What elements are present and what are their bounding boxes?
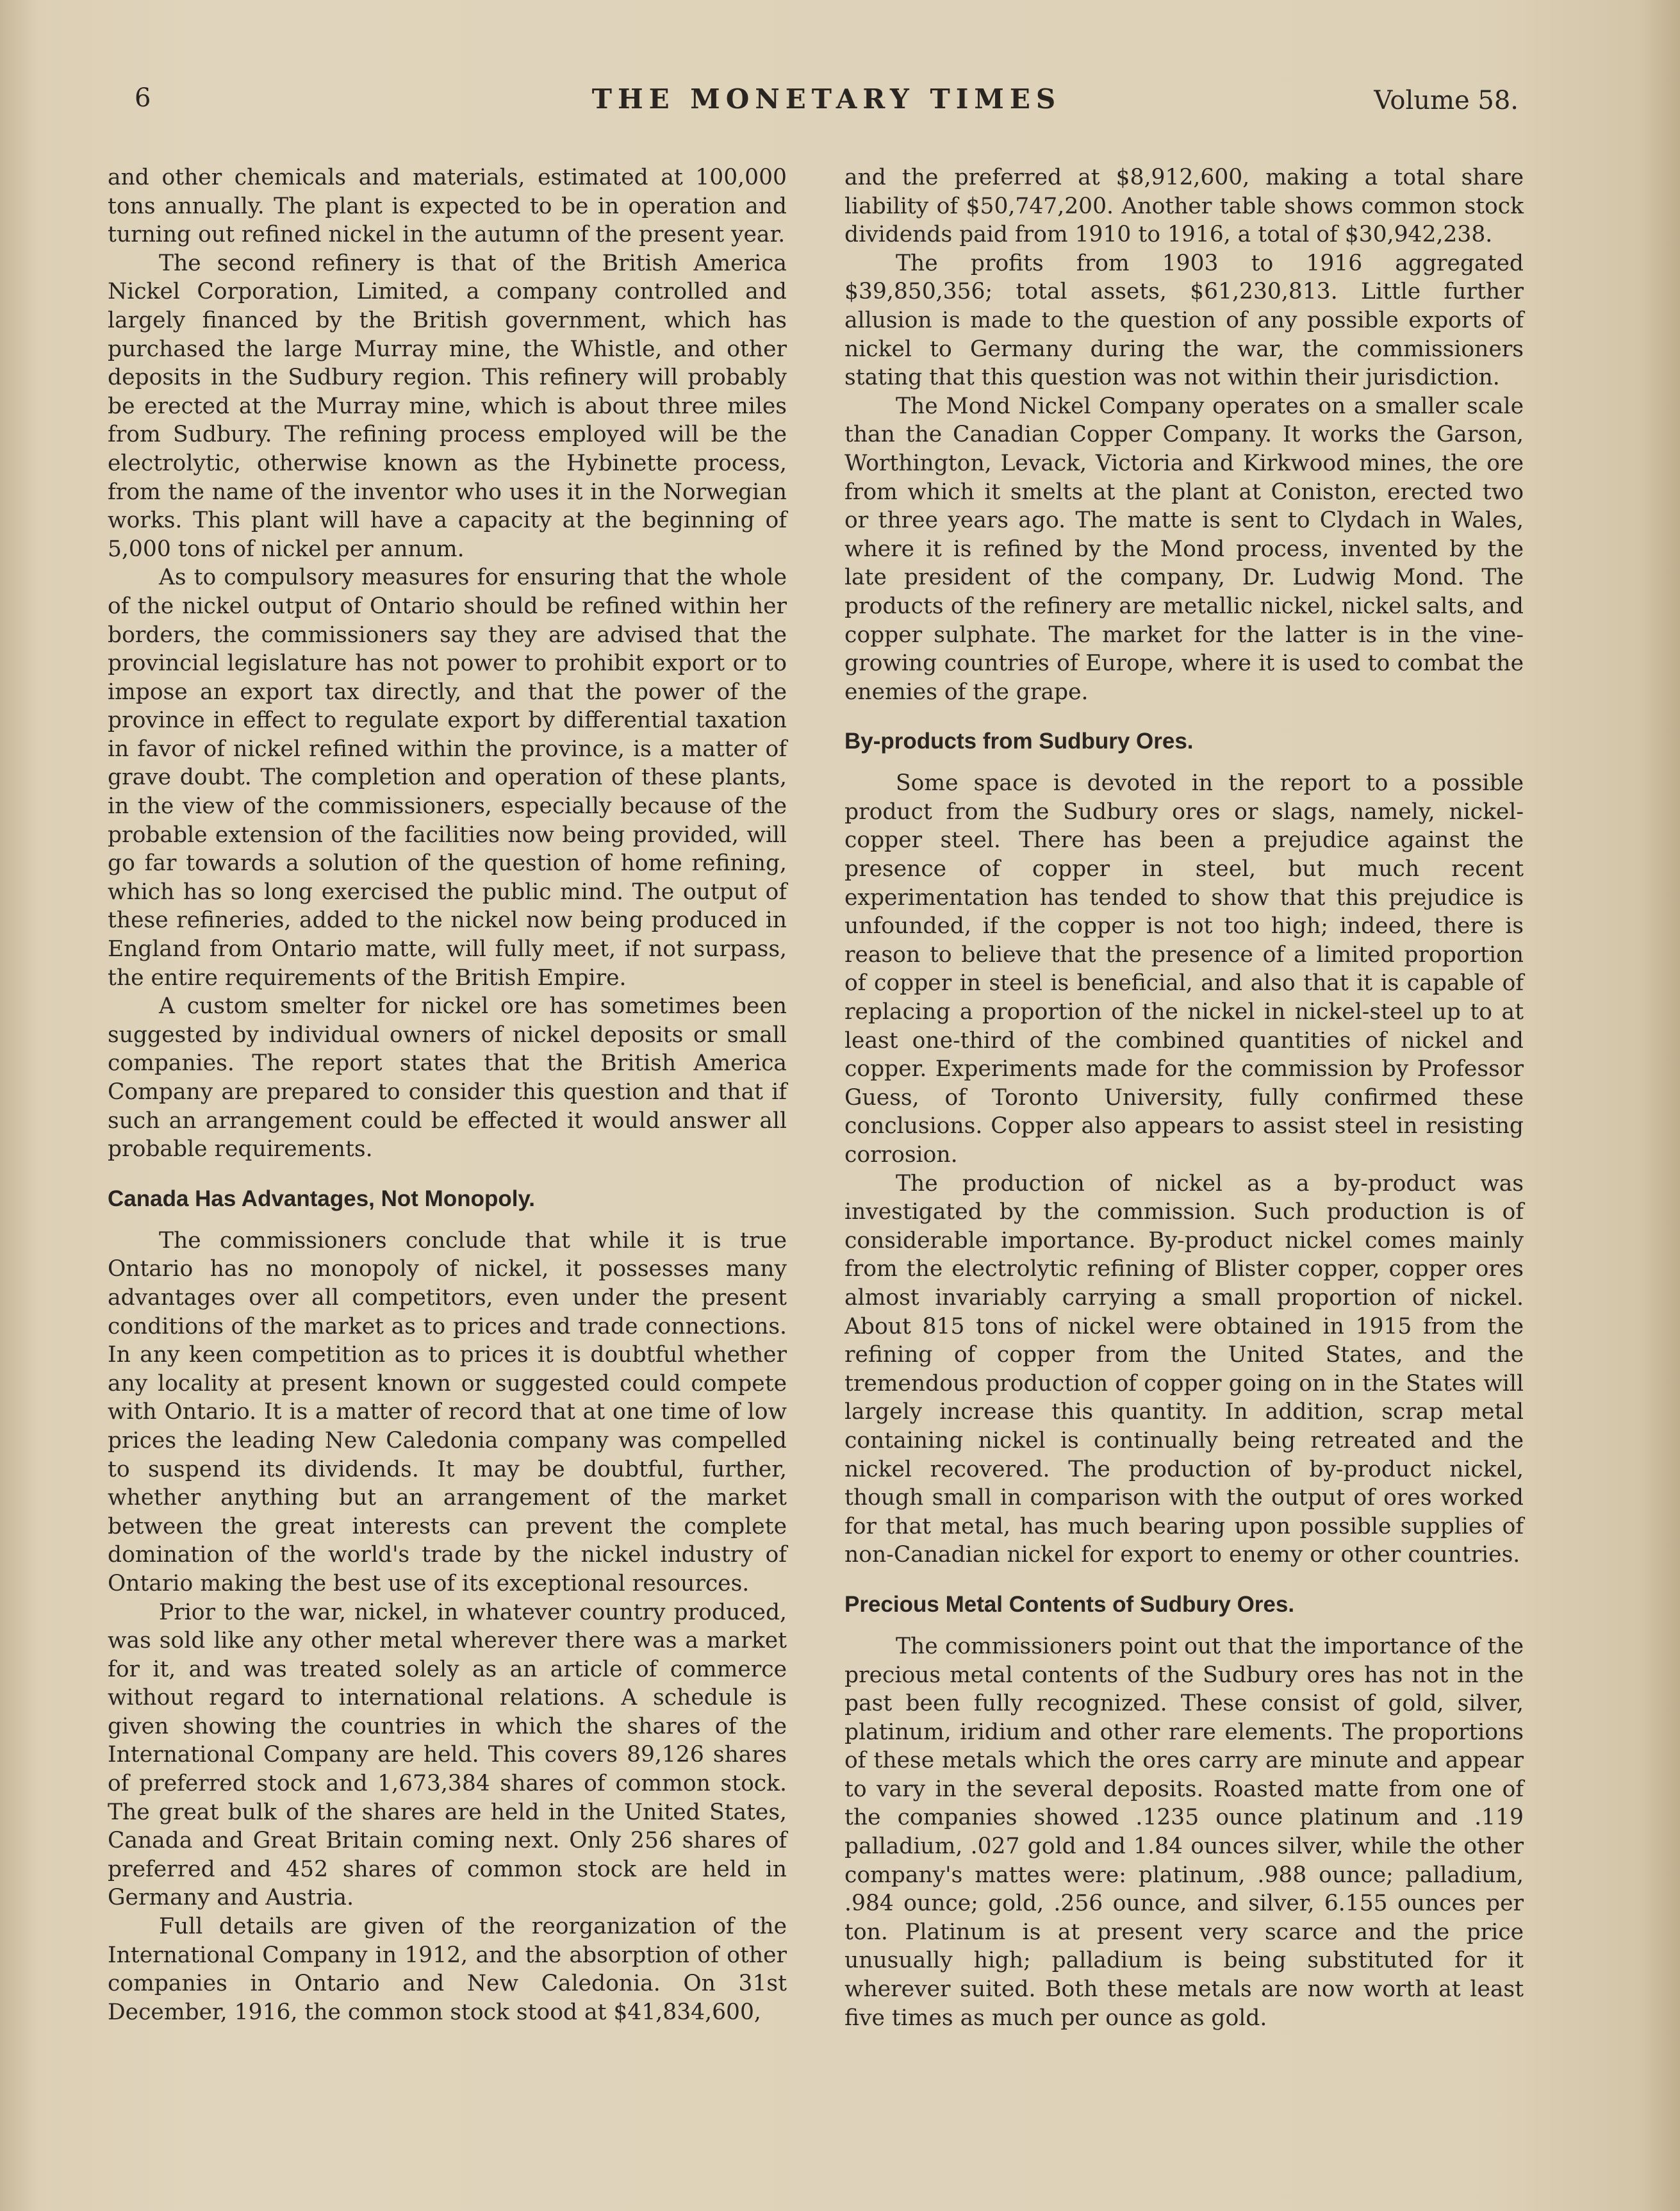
paragraph: and other chemicals and materials, estimated at 100,000 tons annually. The plant is expected to be in operation and turning out refined nickel in the autumn of the present year. (108, 165, 787, 248)
paragraph: The second refinery is that of the British America Nickel Corporation, Limited, a company controlled and largely financed by the British government, which has purchased the large Murray mine, the Whistle, and other deposits in the Sudbury region. This refinery will probably be erected at the Murray mine, which is about three miles from Sudbury. The refining process employed will be the electrolytic, otherwise known as the Hybinette process, from the name of the inventor who uses it in the Norwegian works. This plant will have a capacity at the beginning of 5,000 tons of nickel per annum. (108, 250, 787, 562)
volume-label: Volume 58. (1374, 86, 1519, 115)
paragraph: The commissioners point out that the importance of the precious metal contents of the Sudbury ores has not in the past been fully recognized. These consist of gold, silver, platinum, iridium and other rare elements. The proportions of these metals which the ores carry are minute and appear to vary in the several deposits. Roasted matte from one of the companies showed .1235 ounce platinum and .119 palladium, .027 gold and 1.84 ounces silver, while the other company's mattes were: platinum, .988 ounce; palladium, .984 ounce; gold, .256 ounce, and silver, 6.155 ounces per ton. Platinum is at present very scarce and the price unusually high; palladium is being substituted for it wherever suited. Both these metals are now worth at least five times as much per ounce as gold. (844, 1633, 1524, 2031)
paragraph: Some space is devoted in the report to a possible product from the Sudbury ores or slags, namely, nickel-copper steel. There has been a prejudice against the presence of copper in steel, but much recent experimentation has tended to show that this prejudice is unfounded, if the copper is not too high; indeed, there is reason to believe that the presence of a limited proportion of copper in steel is beneficial, and also that it is capable of replacing a proportion of the nickel in nickel-steel up to at least one-third of the combined quantities of nickel and copper. Experiments made for the commission by Professor Guess, of Toronto University, fully confirmed these conclusions. Copper also appears to assist steel in resisting corrosion. (844, 770, 1524, 1168)
paragraph: As to compulsory measures for ensuring that the whole of the nickel output of Ontario should be refined within her borders, the commissioners say they are advised that the provincial legislature has not power to prohibit export or to impose an export tax directly, and that the power of the province in effect to regulate export by differential taxation in favor of nickel refined within the province, is a matter of grave doubt. The completion and operation of these plants, in the view of the commissioners, especially because of the probable extension of the facilities now being provided, will go far towards a solution of the question of home refining, which has so long exercised the public mind. The output of these refineries, added to the nickel now being produced in England from Ontario matte, will fully meet, if not surpass, the entire requirements of the British Empire. (108, 565, 787, 991)
section-heading: Precious Metal Contents of Sudbury Ores. (844, 1591, 1295, 1617)
page-header (135, 83, 1519, 128)
paragraph: The commissioners conclude that while it is true Ontario has no monopoly of nickel, it possesses many advantages over all competitors, even under the present conditions of the market as to prices and trade connections. In any keen competition as to prices it is doubtful whether any locality at present known or suggested could compete with Ontario. It is a matter of record that at one time of low prices the leading New Caledonia company was compelled to suspend its dividends. It may be doubtful, further, whether anything but an arrangement of the market between the great interests can prevent the complete domination of the world's trade by the nickel industry of Ontario making the best use of its exceptional resources. (108, 1227, 787, 1596)
paragraph: Prior to the war, nickel, in whatever country produced, was sold like any other metal wherever there was a market for it, and was treated solely as an article of commerce without regard to international relations. A schedule is given showing the countries in which the shares of the International Company are held. This covers 89,126 shares of preferred stock and 1,673,384 shares of common stock. The great bulk of the shares are held in the United States, Canada and Great Britain coming next. Only 256 shares of preferred and 452 shares of common stock are held in Germany and Austria. (108, 1599, 787, 1911)
section-heading: Canada Has Advantages, Not Monopoly. (108, 1186, 536, 1211)
left-column (108, 163, 787, 2026)
paragraph: The Mond Nickel Company operates on a smaller scale than the Canadian Copper Company. It works the Garson, Worthington, Levack, Victoria and Kirkwood mines, the ore from which it smelts at the plant at Coniston, erected two or three years ago. The matte is sent to Clydach in Wales, where it is refined by the Mond process, invented by the late president of the company, Dr. Ludwig Mond. The products of the refinery are metallic nickel, nickel salts, and copper sulphate. The market for the latter is in the vine-growing countries of Europe, where it is used to combat the enemies of the grape. (844, 393, 1524, 705)
right-column (844, 163, 1524, 2032)
journal-title: THE MONETARY TIMES (591, 83, 1062, 115)
section-heading: By-products from Sudbury Ores. (844, 729, 1194, 754)
page-number: 6 (135, 83, 151, 113)
paragraph: A custom smelter for nickel ore has sometimes been suggested by individual owners of nickel deposits or small companies. The report states that the British America Company are prepared to consider this question and that if such an arrangement could be effected it would answer all probable requirements. (108, 993, 787, 1163)
paragraph: and the preferred at $8,912,600, making a total share liability of $50,747,200. Another table shows common stock dividends paid from 1910 to 1916, a total of $30,942,238. (844, 165, 1524, 248)
paragraph: Full details are given of the reorganization of the International Company in 1912, and the absorption of other companies in Ontario and New Caledonia. On 31st December, 1916, the common stock stood at $41,834,600, (108, 1914, 787, 2025)
paragraph: The profits from 1903 to 1916 aggregated $39,850,356; total assets, $61,230,813. Little further allusion is made to the question of any possible exports of nickel to Germany during the war, the commissioners stating that this question was not within their jurisdiction. (844, 250, 1524, 391)
paragraph: The production of nickel as a by-product was investigated by the commission. Such production is of considerable importance. By-product nickel comes mainly from the electrolytic refining of Blister copper, copper ores almost invariably carrying a small proportion of nickel. About 815 tons of nickel were obtained in 1915 from the refining of copper from the United States, and the tremendous production of copper going on in the States will largely increase this quantity. In addition, scrap metal containing nickel is continually being retreated and the nickel recovered. The production of by-product nickel, though small in comparison with the output of ores worked for that metal, has much bearing upon possible supplies of non-Canadian nickel for export to enemy or other countries. (844, 1170, 1524, 1568)
